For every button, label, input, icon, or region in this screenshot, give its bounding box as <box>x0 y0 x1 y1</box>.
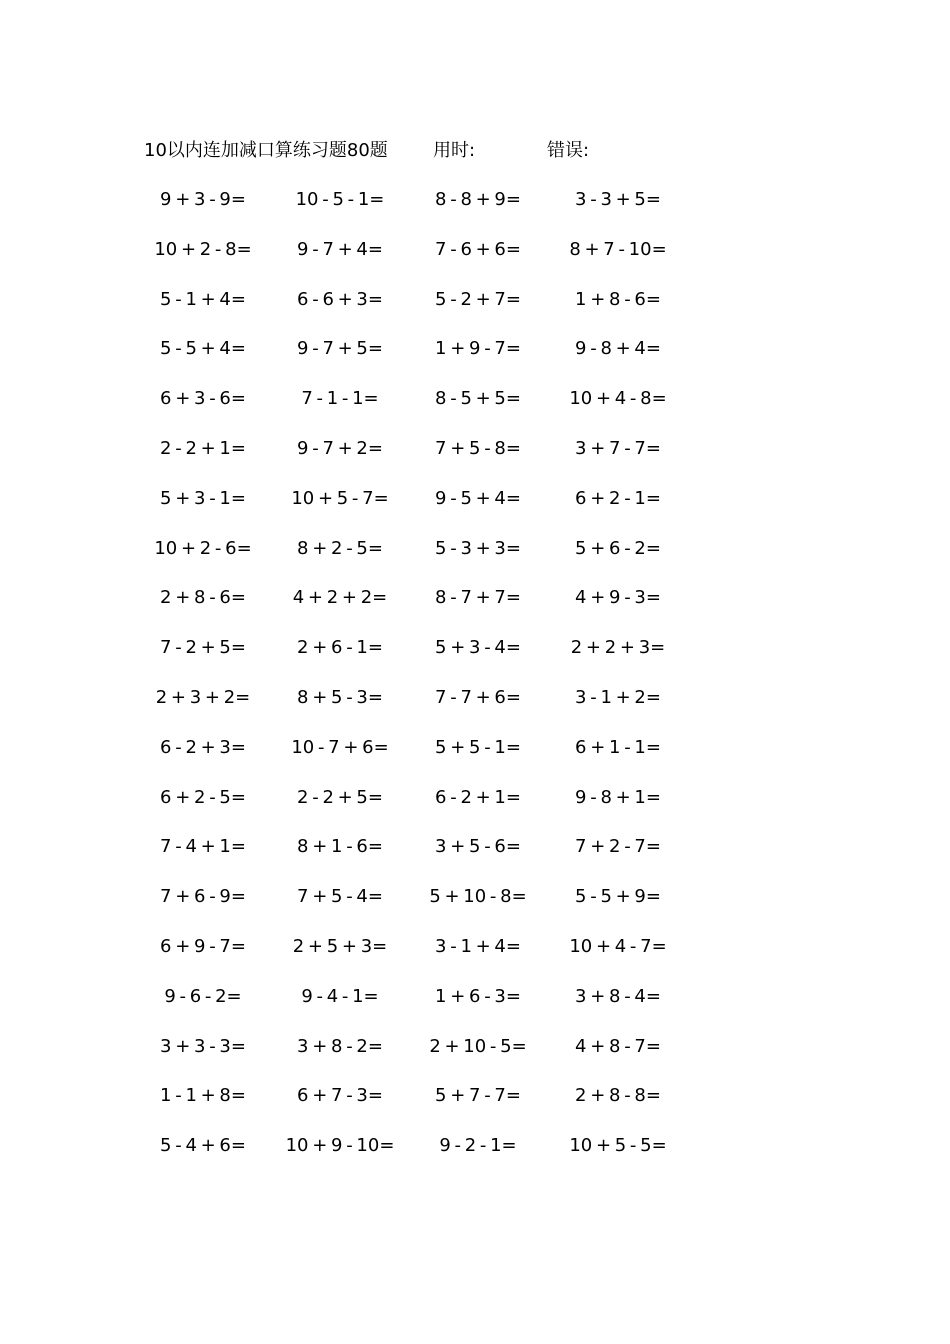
arithmetic-problem: 5 - 4 + 6= <box>160 1135 246 1157</box>
arithmetic-problem: 2 - 2 + 1= <box>160 437 246 459</box>
arithmetic-problem: 10 + 2 - 6= <box>154 537 252 559</box>
arithmetic-problem: 8 - 7 + 7= <box>435 587 521 609</box>
problem-row <box>0 984 950 1034</box>
arithmetic-problem: 3 - 3 + 5= <box>575 189 661 210</box>
arithmetic-problem: 7 - 6 + 6= <box>435 238 521 260</box>
arithmetic-problem: 9 - 8 + 1= <box>575 786 661 808</box>
arithmetic-problem: 5 + 6 - 2= <box>575 537 661 559</box>
arithmetic-problem: 8 - 8 + 9= <box>435 189 521 210</box>
problem-row <box>0 237 950 287</box>
arithmetic-problem: 6 + 1 - 1= <box>575 736 661 758</box>
arithmetic-problem: 4 + 8 - 7= <box>575 1035 661 1057</box>
arithmetic-problem: 2 + 10 - 5= <box>429 1035 527 1057</box>
arithmetic-problem: 5 + 3 - 4= <box>435 637 521 659</box>
arithmetic-problem: 10 + 2 - 8= <box>154 238 252 260</box>
arithmetic-problem: 9 - 7 + 2= <box>297 437 383 459</box>
problem-row <box>0 834 950 884</box>
problem-row <box>0 287 950 337</box>
arithmetic-problem: 1 - 1 + 8= <box>160 1085 246 1107</box>
arithmetic-problem: 2 + 2 + 3= <box>570 637 666 659</box>
problem-row <box>0 735 950 785</box>
worksheet-title: 10以内连加减口算练习题80题 <box>144 140 388 161</box>
arithmetic-problem: 2 + 6 - 1= <box>297 637 383 659</box>
arithmetic-problem: 4 + 2 + 2= <box>292 587 388 609</box>
arithmetic-problem: 2 + 5 + 3= <box>292 935 388 957</box>
arithmetic-problem: 10 - 7 + 6= <box>291 736 389 758</box>
arithmetic-problem: 3 + 7 - 7= <box>575 437 661 459</box>
problem-row <box>0 386 950 436</box>
arithmetic-problem: 6 + 2 - 1= <box>575 487 661 509</box>
problem-row <box>0 585 950 635</box>
arithmetic-problem: 6 + 7 - 3= <box>297 1085 383 1107</box>
arithmetic-problem: 5 + 7 - 7= <box>435 1085 521 1107</box>
arithmetic-problem: 9 - 8 + 4= <box>575 338 661 360</box>
problem-row <box>0 884 950 934</box>
problem-row <box>0 785 950 835</box>
arithmetic-problem: 8 + 2 - 5= <box>297 537 383 559</box>
arithmetic-problem: 8 + 5 - 3= <box>297 686 383 708</box>
arithmetic-problem: 5 + 3 - 1= <box>160 487 246 509</box>
arithmetic-problem: 5 - 5 + 9= <box>575 886 661 908</box>
problem-row <box>0 1083 950 1133</box>
arithmetic-problem: 10 + 4 - 7= <box>569 935 667 957</box>
arithmetic-problem: 8 + 7 - 10= <box>569 238 667 260</box>
time-used-label: 用时: <box>433 140 476 161</box>
problem-row <box>0 536 950 586</box>
arithmetic-problem: 9 - 7 + 4= <box>297 238 383 260</box>
arithmetic-problem: 5 - 1 + 4= <box>160 288 246 310</box>
arithmetic-problem: 6 - 2 + 1= <box>435 786 521 808</box>
arithmetic-problem: 3 + 5 - 6= <box>435 836 521 858</box>
errors-label: 错误: <box>547 140 590 161</box>
arithmetic-problem: 9 - 4 - 1= <box>301 985 379 1007</box>
arithmetic-problem: 5 - 5 + 4= <box>160 338 246 360</box>
arithmetic-problem: 10 + 5 - 5= <box>569 1135 667 1157</box>
arithmetic-problem: 10 - 5 - 1= <box>295 189 385 210</box>
problem-row <box>0 1133 950 1183</box>
problem-row <box>0 436 950 486</box>
arithmetic-problem: 7 + 5 - 8= <box>435 437 521 459</box>
arithmetic-problem: 1 + 6 - 3= <box>435 985 521 1007</box>
arithmetic-problem: 6 - 2 + 3= <box>160 736 246 758</box>
arithmetic-problem: 5 - 2 + 7= <box>435 288 521 310</box>
arithmetic-problem: 10 + 4 - 8= <box>569 388 667 410</box>
arithmetic-problem: 7 - 2 + 5= <box>160 637 246 659</box>
arithmetic-problem: 6 + 9 - 7= <box>160 935 246 957</box>
arithmetic-problem: 3 - 1 + 4= <box>435 935 521 957</box>
arithmetic-problem: 6 + 2 - 5= <box>160 786 246 808</box>
arithmetic-problem: 10 + 5 - 7= <box>291 487 389 509</box>
arithmetic-problem: 3 - 1 + 2= <box>575 686 661 708</box>
arithmetic-problem: 9 + 3 - 9= <box>160 189 246 210</box>
arithmetic-problem: 3 + 3 - 3= <box>160 1035 246 1057</box>
problem-grid <box>0 187 950 1183</box>
arithmetic-problem: 6 + 3 - 6= <box>160 388 246 410</box>
arithmetic-problem: 7 + 6 - 9= <box>160 886 246 908</box>
problem-row <box>0 1034 950 1084</box>
arithmetic-problem: 5 + 5 - 1= <box>435 736 521 758</box>
arithmetic-problem: 9 - 7 + 5= <box>297 338 383 360</box>
arithmetic-problem: 1 + 9 - 7= <box>435 338 521 360</box>
problem-row <box>0 336 950 386</box>
arithmetic-problem: 2 + 8 - 6= <box>160 587 246 609</box>
problem-row <box>0 934 950 984</box>
arithmetic-problem: 7 - 4 + 1= <box>160 836 246 858</box>
arithmetic-problem: 10 + 9 - 10= <box>285 1135 395 1157</box>
arithmetic-problem: 9 - 5 + 4= <box>435 487 521 509</box>
arithmetic-problem: 2 - 2 + 5= <box>297 786 383 808</box>
arithmetic-problem: 2 + 8 - 8= <box>575 1085 661 1107</box>
arithmetic-problem: 8 - 5 + 5= <box>435 388 521 410</box>
arithmetic-problem: 1 + 8 - 6= <box>575 288 661 310</box>
arithmetic-problem: 3 + 8 - 4= <box>575 985 661 1007</box>
arithmetic-problem: 9 - 6 - 2= <box>164 985 242 1007</box>
arithmetic-problem: 6 - 6 + 3= <box>297 288 383 310</box>
arithmetic-problem: 7 + 2 - 7= <box>575 836 661 858</box>
arithmetic-problem: 5 - 3 + 3= <box>435 537 521 559</box>
arithmetic-problem: 9 - 2 - 1= <box>439 1135 517 1157</box>
problem-row <box>0 486 950 536</box>
problem-row <box>0 685 950 735</box>
problem-row <box>0 635 950 685</box>
arithmetic-problem: 5 + 10 - 8= <box>429 886 527 908</box>
arithmetic-problem: 7 + 5 - 4= <box>297 886 383 908</box>
arithmetic-problem: 7 - 1 - 1= <box>301 388 379 410</box>
problem-row <box>0 187 950 237</box>
arithmetic-problem: 4 + 9 - 3= <box>575 587 661 609</box>
arithmetic-problem: 2 + 3 + 2= <box>155 686 251 708</box>
arithmetic-problem: 3 + 8 - 2= <box>297 1035 383 1057</box>
arithmetic-problem: 8 + 1 - 6= <box>297 836 383 858</box>
arithmetic-problem: 7 - 7 + 6= <box>435 686 521 708</box>
